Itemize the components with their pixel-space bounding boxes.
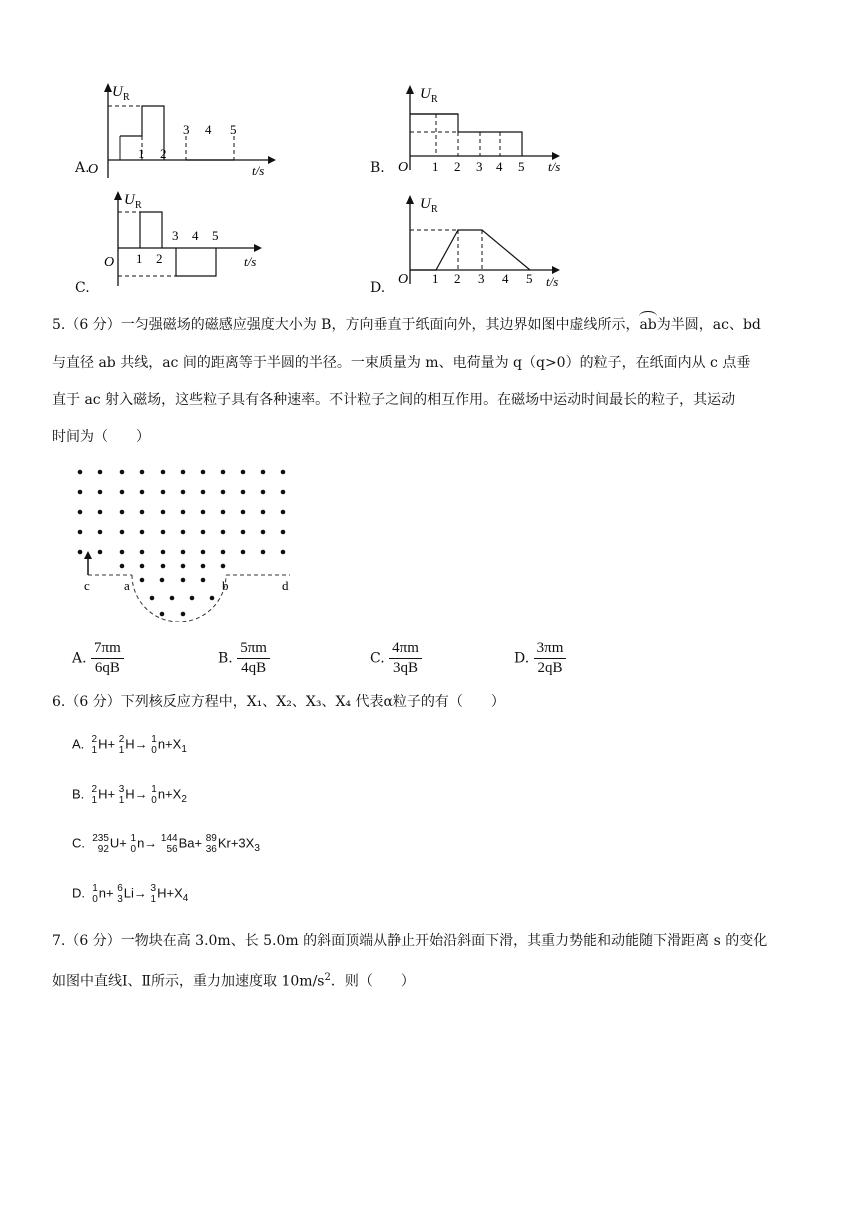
field-dot: [201, 564, 206, 569]
field-dot: [98, 550, 103, 555]
svg-text:t/s: t/s: [546, 274, 559, 289]
field-dot: [181, 490, 186, 495]
q5-line-3: 直于 ac 射入磁场，这些粒子具有各种速率。不计粒子之间的相互作用。在磁场中运动时间最长的粒子，其运动: [52, 392, 736, 408]
q5-option-c[interactable]: C. $\frac{4\pi m}{3qB}$: [370, 640, 422, 677]
field-dot: [120, 470, 125, 475]
field-dot: [161, 490, 166, 495]
svg-text:d: d: [282, 578, 289, 593]
field-dot: [201, 490, 206, 495]
field-dot: [221, 510, 226, 515]
q7-line-2: 如图中直线Ⅰ、Ⅱ所示，重力加速度取 $10m/s^2$．则（ ）: [52, 972, 415, 990]
field-dot: [120, 530, 125, 535]
svg-text:4: 4: [192, 228, 199, 243]
q5-line-4: 时间为（ ）: [52, 429, 150, 445]
ur-t-graph-b: [370, 80, 590, 180]
svg-text:3: 3: [183, 122, 190, 137]
ur-t-graph-d: [370, 190, 590, 290]
q7-line-1: 7.（6 分）一物块在高 3.0m、长 5.0m 的斜面顶端从静止开始沿斜面下滑，其重力势能和动能随下滑距离 s 的变化: [52, 933, 768, 949]
field-dot: [78, 550, 83, 555]
q5-option-a-fraction: $\frac{7\pi m}{6qB}$: [91, 640, 124, 677]
field-dot: [221, 564, 226, 569]
field-dot: [201, 550, 206, 555]
svg-text:2: 2: [454, 159, 461, 174]
graph-a-label: A.: [75, 160, 90, 176]
svg-text:O: O: [398, 160, 409, 175]
svg-text:1: 1: [138, 146, 145, 161]
svg-text:O: O: [398, 272, 409, 287]
svg-text:1: 1: [136, 251, 143, 266]
svg-text:1: 1: [432, 271, 439, 286]
field-dot: [120, 564, 125, 569]
field-dot: [261, 550, 266, 555]
svg-text:R: R: [431, 94, 438, 105]
svg-text:3: 3: [478, 271, 485, 286]
graph-option-d: [370, 190, 590, 290]
q5-option-d-fraction: $\frac{3\pi m}{2qB}$: [534, 640, 567, 677]
svg-text:R: R: [135, 200, 142, 211]
field-dot: [281, 530, 286, 535]
q6-stem: 6.（6 分）下列核反应方程中，X₁、X₂、X₃、X₄ 代表α粒子的有（ ）: [52, 694, 505, 710]
q5-option-b-fraction: $\frac{5\pi m}{4qB}$: [237, 640, 270, 677]
svg-text:U: U: [420, 196, 431, 212]
field-dot: [140, 470, 145, 475]
svg-text:3: 3: [476, 159, 483, 174]
field-dot: [161, 470, 166, 475]
ur-t-graph-c: [78, 186, 298, 296]
q5-line-2: 与直径 ab 共线，ac 间的距离等于半圆的半径。一束质量为 m、电荷量为 q（q>0）的粒子，在纸面内从 c 点垂: [52, 355, 751, 371]
field-dot: [261, 530, 266, 535]
svg-text:2: 2: [160, 146, 167, 161]
graph-option-a: [68, 78, 288, 178]
svg-text:t/s: t/s: [548, 159, 561, 174]
q5-option-d[interactable]: D. $\frac{3\pi m}{2qB}$: [514, 640, 566, 677]
field-dot: [161, 530, 166, 535]
graph-option-b: [370, 80, 590, 180]
field-dot: [241, 490, 246, 495]
field-dot: [201, 470, 206, 475]
field-dot: [281, 510, 286, 515]
q5-line-1: 5.（6 分）一匀强磁场的磁感应强度大小为 B，方向垂直于纸面向外，其边界如图中虚线所示，ab为半圆，ac、bd: [52, 317, 761, 333]
field-dot: [181, 470, 186, 475]
field-dot: [78, 490, 83, 495]
field-dot: [140, 564, 145, 569]
field-dot: [181, 550, 186, 555]
field-dot: [221, 550, 226, 555]
field-dot: [98, 470, 103, 475]
field-dot: [241, 470, 246, 475]
svg-text:2: 2: [454, 271, 461, 286]
field-dot: [221, 530, 226, 535]
svg-text:c: c: [84, 578, 90, 593]
svg-text:a: a: [124, 578, 130, 593]
svg-text:4: 4: [502, 271, 509, 286]
field-dot: [140, 578, 145, 583]
svg-text:4: 4: [496, 159, 503, 174]
svg-text:5: 5: [526, 271, 533, 286]
field-dot: [241, 510, 246, 515]
field-dot: [181, 612, 186, 617]
graph-b-label: B.: [370, 160, 385, 176]
field-dot: [261, 490, 266, 495]
field-dot: [161, 564, 166, 569]
svg-text:2: 2: [156, 251, 163, 266]
field-dot: [181, 510, 186, 515]
field-dot: [181, 530, 186, 535]
field-dot: [150, 596, 155, 601]
svg-text:R: R: [431, 204, 438, 215]
field-dot: [98, 490, 103, 495]
field-dot: [241, 530, 246, 535]
q6-option-c[interactable]: C. 235 92 U+ 1 0 n→ 144 56 Ba+ 89 36 $Kr+3X_3$: [72, 833, 260, 855]
field-dot: [170, 596, 175, 601]
graph-d-label: D.: [370, 280, 386, 296]
field-dot: [120, 550, 125, 555]
svg-text:R: R: [123, 92, 130, 103]
field-dot: [120, 490, 125, 495]
field-dot: [181, 564, 186, 569]
field-dot: [160, 578, 165, 583]
field-dot: [281, 490, 286, 495]
svg-text:t/s: t/s: [244, 254, 257, 269]
svg-text:5: 5: [518, 159, 525, 174]
field-dot: [261, 510, 266, 515]
field-dot: [201, 530, 206, 535]
q5-option-c-fraction: $\frac{4\pi m}{3qB}$: [389, 640, 422, 677]
field-dot: [281, 550, 286, 555]
field-dot: [181, 578, 186, 583]
field-dot: [78, 510, 83, 515]
svg-text:3: 3: [172, 228, 179, 243]
field-dot: [140, 550, 145, 555]
svg-text:5: 5: [230, 122, 237, 137]
field-dot: [78, 470, 83, 475]
graph-c-label: C.: [75, 280, 90, 296]
q5-option-a[interactable]: A. $\frac{7\pi m}{6qB}$: [72, 640, 124, 677]
svg-text:O: O: [104, 255, 115, 270]
field-dot: [140, 530, 145, 535]
field-dot: [140, 490, 145, 495]
svg-text:U: U: [420, 86, 431, 102]
svg-text:4: 4: [205, 122, 212, 137]
q6-option-b[interactable]: B. 2 1 H+ 3 1 H→ 1 0 $n+X_2$: [72, 784, 187, 806]
field-dot: [161, 510, 166, 515]
ur-t-graph-a: [68, 78, 288, 178]
field-dot: [160, 612, 165, 617]
field-dot: [241, 550, 246, 555]
field-dot: [201, 510, 206, 515]
graph-a-ylabel: U: [112, 84, 123, 100]
field-dot: [78, 530, 83, 535]
magnetic-field-figure: [70, 462, 310, 622]
arc-ab-symbol: ab: [639, 317, 657, 333]
field-dot: [190, 596, 195, 601]
q6-option-a[interactable]: A. 2 1 H+ 2 1 H→ 1 0 $n+X_1$: [72, 734, 187, 756]
field-diagram: [70, 462, 310, 622]
q6-option-d[interactable]: D. 1 0 n+ 6 3 Li→ 3 1 $H+X_4$: [72, 883, 189, 905]
graph-option-c: [78, 186, 298, 296]
field-dot: [201, 578, 206, 583]
svg-text:t/s: t/s: [252, 163, 265, 178]
field-dot: [221, 490, 226, 495]
field-dot: [210, 596, 215, 601]
field-dot: [98, 530, 103, 535]
svg-text:1: 1: [432, 159, 439, 174]
svg-text:b: b: [222, 578, 229, 593]
svg-text:O: O: [88, 162, 99, 177]
svg-text:U: U: [124, 192, 135, 208]
svg-text:5: 5: [212, 228, 219, 243]
field-dot: [120, 510, 125, 515]
field-dot: [261, 470, 266, 475]
field-dot: [98, 510, 103, 515]
q5-option-b[interactable]: B. $\frac{5\pi m}{4qB}$: [218, 640, 270, 677]
field-dot: [161, 550, 166, 555]
field-dot: [140, 510, 145, 515]
field-dot: [281, 470, 286, 475]
field-dot: [221, 470, 226, 475]
